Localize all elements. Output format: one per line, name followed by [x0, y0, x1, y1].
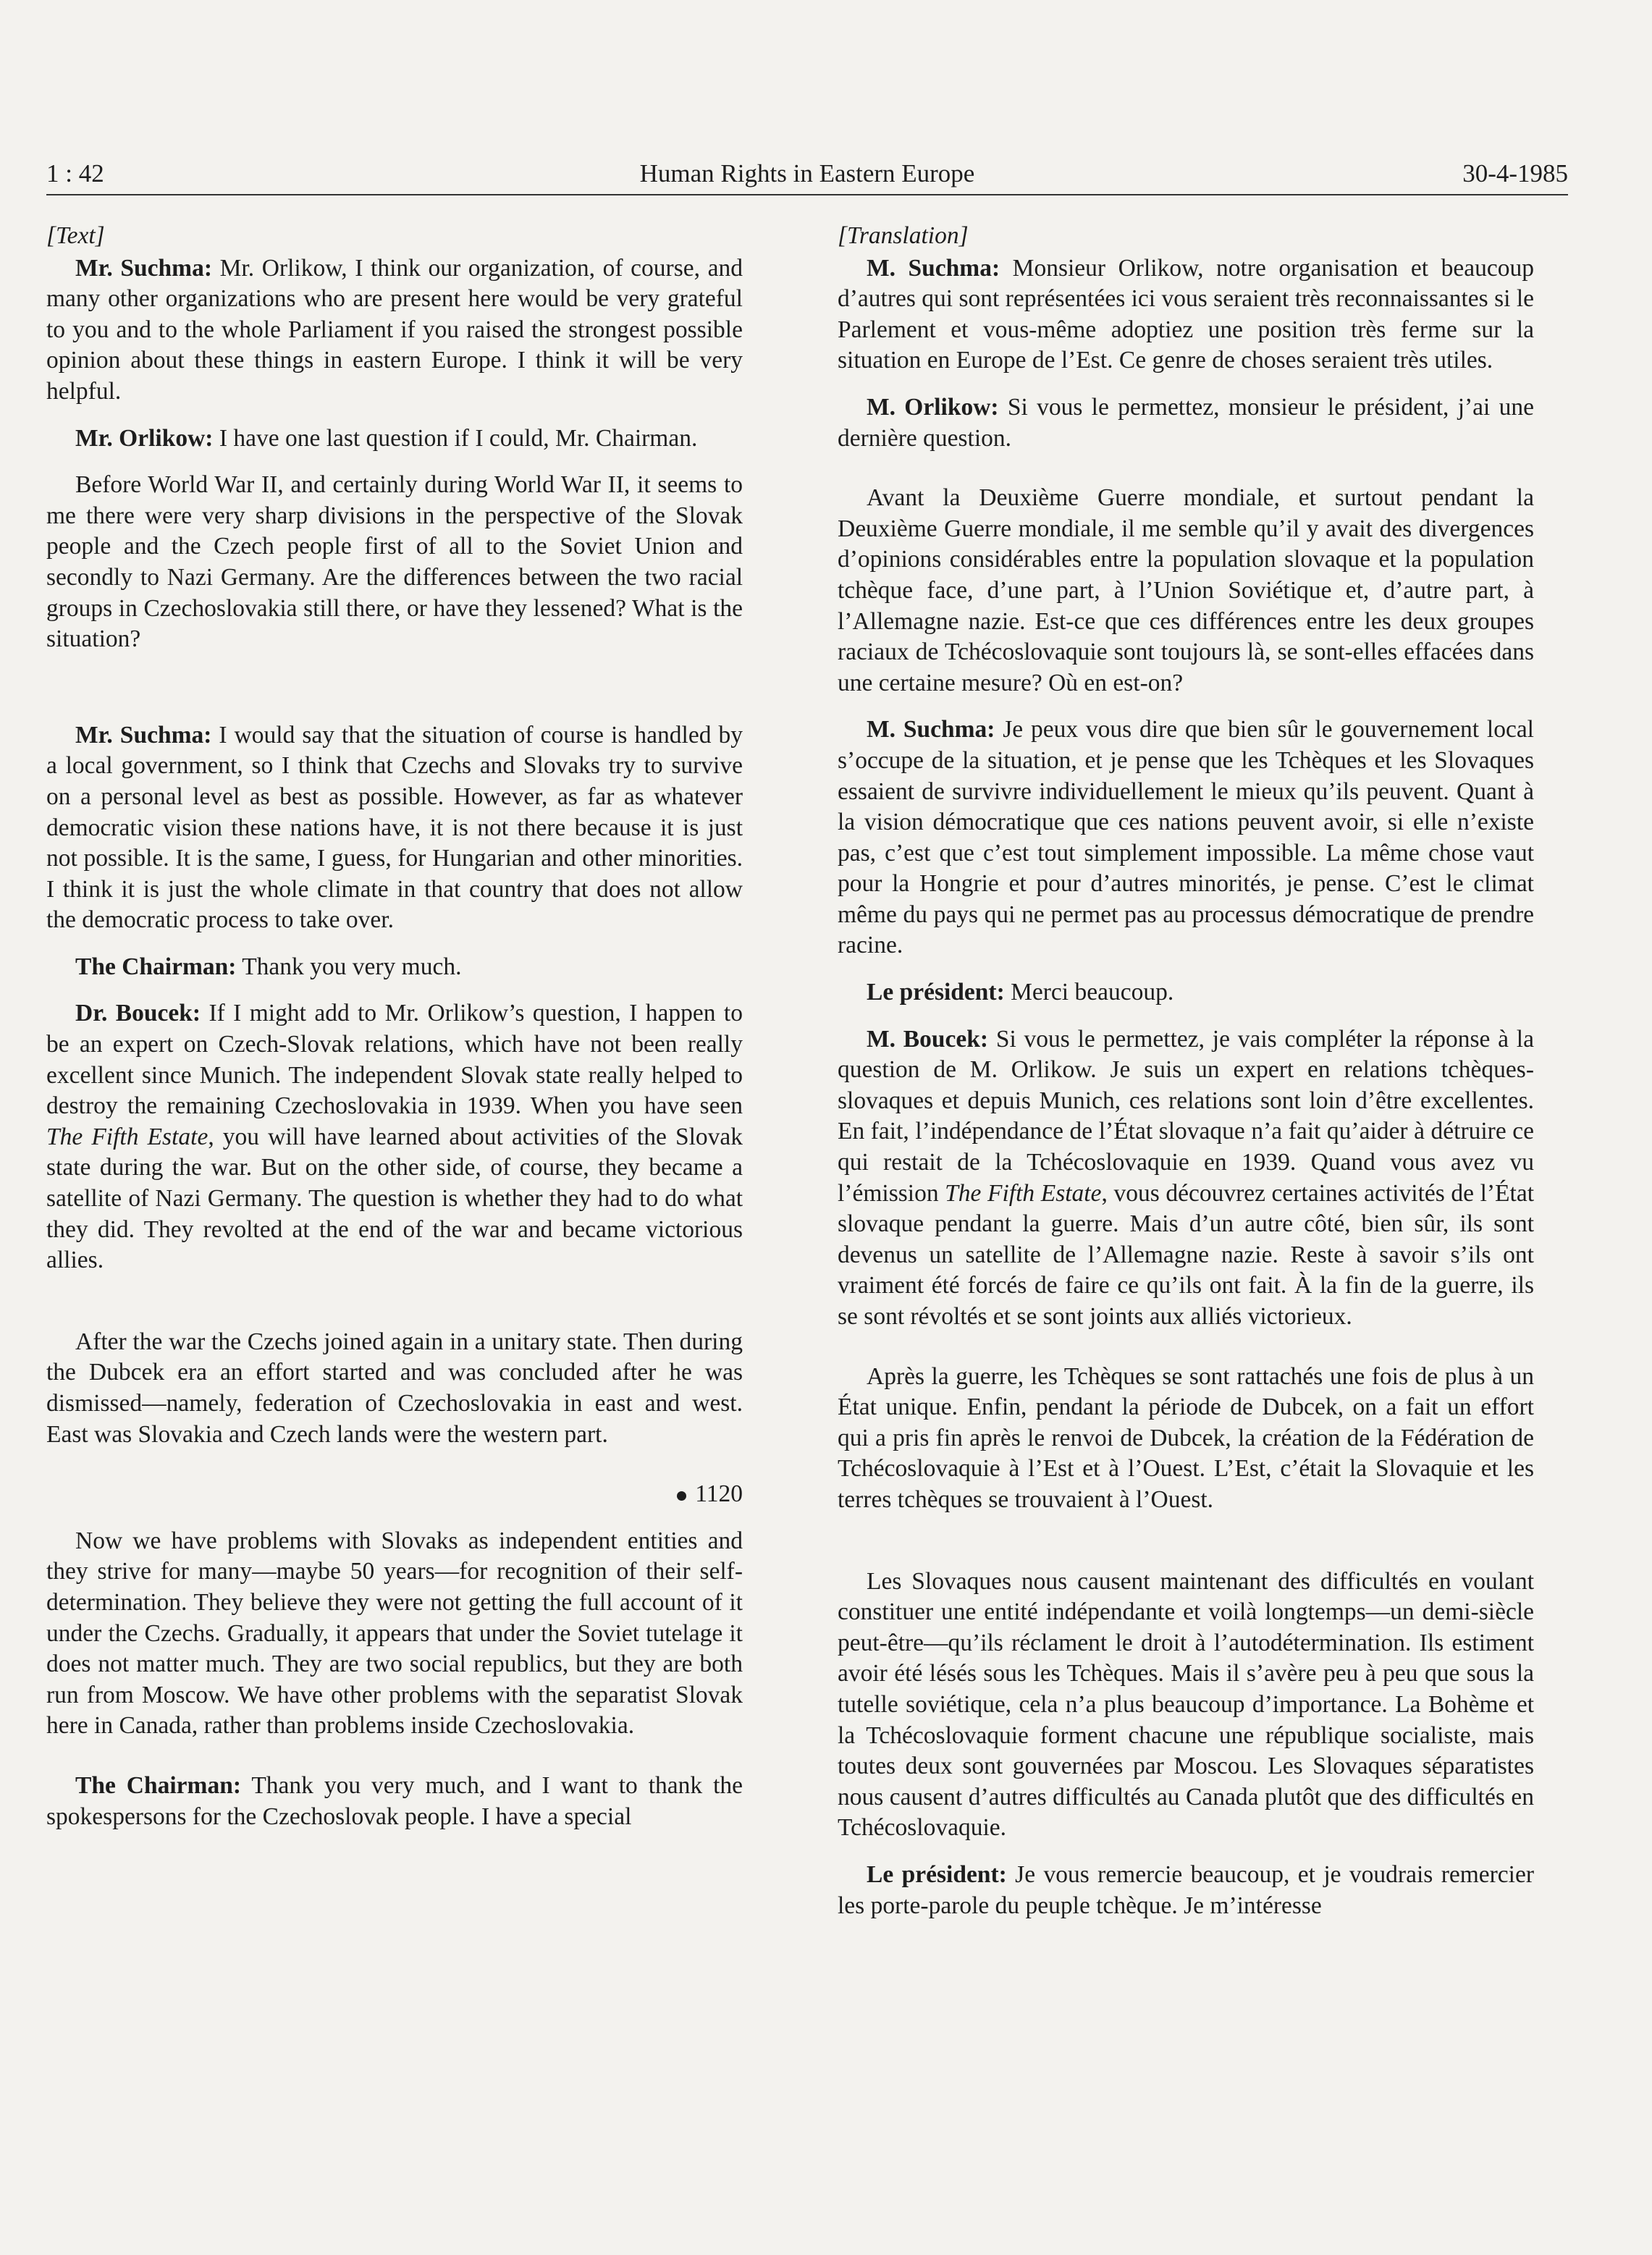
- paragraph: [46, 998, 743, 1276]
- paragraph-text: Before World War II, and certainly during World War II, it seems to me there were very sharp divisions in the perspective of the Slovak people and the Czech people first of all to the Soviet Union and secondly to Nazi Germany. Are the differences between the two racial groups in Czechoslovakia still there, or have they lessened? What is the situation?: [46, 471, 743, 653]
- page-date: 30-4-1985: [1462, 159, 1568, 187]
- paragraph-text: , you will have learned about activities of the Slovak state during the war. But on the other side, of course, they became a satellite of Nazi Germany. The question is whether they had to do what they did. They revolted at the end of the war and became victorious allies.: [46, 1123, 743, 1274]
- bullet-icon: [677, 1491, 686, 1501]
- paragraph: [838, 977, 1534, 1008]
- paragraph: [838, 1567, 1534, 1844]
- paragraph: [46, 470, 743, 655]
- page-header: [46, 155, 1568, 193]
- paragraph-text: Avant la Deuxième Guerre mondiale, et surtout pendant la Deuxième Guerre mondiale, il me semble qu’il y avait des divergences d’opinions considérables entre la population slovaque et la population tchèque face, d’une part, à l’Union Soviétique et, d’autre part, à l’Allemagne nazie. Est-ce que ces différences entre les deux groupes raciaux de Tchécoslovaquie sont toujours là, se sont-elles effacées dans une certaine mesure? Où en est-on?: [838, 484, 1534, 696]
- header-rule: [46, 194, 1568, 195]
- italic-title: The Fifth Estate: [945, 1179, 1102, 1207]
- time-marker: [46, 1479, 743, 1510]
- speaker-name: Mr. Suchma:: [75, 721, 212, 749]
- paragraph-text: Je vous remercie beaucoup, et je voudrais remercier les porte-parole du peuple tchèque. Je m’intéresse: [838, 1860, 1534, 1919]
- paragraph-text: I would say that the situation of course is handled by a local government, so I think that Czechs and Slovaks try to survive on a personal level as best as possible. However, as far as whatever democratic vision these nations have, it is not there because it is just not possible. It is the same, I guess, for Hungarian and other minorities. I think it is just the whole climate in that country that does not allow the democratic process to take over.: [46, 721, 743, 934]
- paragraph: [46, 952, 743, 983]
- speaker-name: M. Orlikow:: [867, 393, 999, 421]
- english-column: [46, 221, 743, 1832]
- italic-title: The Fifth Estate: [46, 1123, 208, 1150]
- speaker-name: Mr. Orlikow:: [75, 424, 214, 452]
- paragraph: [838, 1860, 1534, 1921]
- paragraph-text: Après la guerre, les Tchèques se sont rattachés une fois de plus à un État unique. Enfin, pendant la période de Dubcek, on a fait un effort qui a pris fin après le renvoi de Dubcek, la création de la Fédération de Tchécoslovaquie à l’Est et à l’Ouest. L’Est, c’était la Slovaquie et les terres tchèques se trouvaient à l’Ouest.: [838, 1362, 1534, 1513]
- speaker-name: M. Suchma:: [867, 254, 1000, 282]
- speaker-name: M. Suchma:: [867, 716, 995, 743]
- paragraph-text: If I might add to Mr. Orlikow’s question, I happen to be an expert on Czech-Slovak relations, which have not been really excellent since Munich. The independent Slovak state really helped to destroy the remaining Czechoslovakia in 1939. When you have seen: [46, 1000, 743, 1120]
- paragraph: [46, 1526, 743, 1742]
- speaker-name: M. Boucek:: [867, 1025, 989, 1053]
- column-tag: [Translation]: [838, 222, 969, 249]
- paragraph: [46, 1771, 743, 1832]
- paragraph-text: Je peux vous dire que bien sûr le gouvernement local s’occupe de la situation, et je pense que les Tchèques et les Slovaques essaient de survivre individuellement le mieux qu’ils peuvent. Quant à la vision démocratique que ces nations peuvent avoir, si elle n’existe pas, c’est que c’est tout simplement impossible. La même chose vaut pour la Hongrie et pour d’autres minorités, je pense. C’est le climat même du pays qui ne permet pas au processus démocratique de prendre racine.: [838, 716, 1534, 959]
- paragraph: [46, 1327, 743, 1450]
- paragraph-text: Thank you very much.: [236, 953, 462, 980]
- speaker-name: The Chairman:: [75, 953, 237, 980]
- french-column: [838, 221, 1534, 1921]
- paragraph-text: Si vous le permettez, je vais compléter la réponse à la question de M. Orlikow. Je suis un expert en relations tchèques-slovaques et depuis Munich, ces relations sont loin d’être excellentes. En fait, l’indépendance de l’État slovaque n’a fait qu’aider à détruire ce qui restait de la Tchécoslovaquie en 1939. Quand vous avez vu l’émission: [838, 1025, 1534, 1207]
- column-tag: [Text]: [46, 222, 105, 249]
- speaker-name: Dr. Boucek:: [75, 1000, 201, 1027]
- speaker-name: Le président:: [867, 1860, 1007, 1888]
- page-title: Human Rights in Eastern Europe: [639, 159, 975, 187]
- paragraph: [46, 423, 743, 455]
- speaker-name: Mr. Suchma:: [75, 254, 212, 282]
- paragraph-text: Mr. Orlikow, I think our organization, of course, and many other organizations who are present here would be very grateful to you and to the whole Parliament if you raised the strongest possible opinion about these things in eastern Europe. I think it will be very helpful.: [46, 254, 743, 405]
- paragraph: [46, 720, 743, 936]
- paragraph-text: Merci beaucoup.: [1004, 979, 1174, 1006]
- paragraph-text: Les Slovaques nous causent maintenant des difficultés en voulant constituer une entité indépendante et voilà longtemps—un demi-siècle peut-être—qu’ils réclament le droit à l’autodétermination. Ils estiment avoir été lésés sous les Tchèques. Mais il s’avère peu à peu que sous la tutelle soviétique, cela n’a plus beaucoup d’importance. La Bohème et la Tchécoslovaquie forment chacune une république socialiste, mais toutes deux sont gouvernées par Moscou. Les Slovaques séparatistes nous causent d’autres difficultés au Canada plutôt que des difficultés en Tchécoslovaquie.: [838, 1567, 1534, 1842]
- paragraph: [46, 253, 743, 408]
- paragraph-text: After the war the Czechs joined again in a unitary state. Then during the Dubcek era an effort started and was concluded after he was dismissed—namely, federation of Czechoslovakia in east and west. East was Slovakia and Czech lands were the western part.: [46, 1328, 743, 1448]
- speaker-name: Le président:: [867, 979, 1005, 1006]
- paragraph-text: Thank you very much, and I want to thank the spokespersons for the Czechoslovak people. I have a special: [46, 1771, 743, 1830]
- paragraph: [838, 253, 1534, 376]
- paragraph-text: Monsieur Orlikow, notre organisation et beaucoup d’autres qui sont représentées ici vous seraient très reconnaissantes si le Parlement et vous-même adoptiez une position très ferme sur la situation en Europe de l’Est. Ce genre de choses seraient très utiles.: [838, 254, 1535, 374]
- paragraph-text: Now we have problems with Slovaks as independent entities and they strive for many—maybe 50 years—for recognition of their self-determination. They believe they were not getting the full account of it under the Czechs. Gradually, it appears that under the Soviet tutelage it does not matter much. They are two social republics, but they are both run from Moscow. We have other problems with the separatist Slovak here in Canada, rather than problems inside Czechoslovakia.: [46, 1527, 743, 1740]
- paragraph-text: I have one last question if I could, Mr. Chairman.: [213, 424, 698, 452]
- time-marker-text: 1120: [695, 1480, 743, 1508]
- paragraph: [838, 392, 1534, 454]
- paragraph: [838, 483, 1534, 699]
- paragraph-text: Si vous le permettez, monsieur le président, j’ai une dernière question.: [838, 393, 1534, 452]
- paragraph: [838, 715, 1534, 961]
- paragraph-text: , vous découvrez certaines activités de l’État slovaque pendant la guerre. Mais d’un autre côté, bien sûr, ils sont devenus un satellite de l’Allemagne nazie. Reste à savoir s’ils ont vraiment été forcés de faire ce qu’ils ont fait. À la fin de la guerre, ils se sont révoltés et se sont joints aux alliés victorieux.: [838, 1179, 1535, 1330]
- speaker-name: The Chairman:: [75, 1771, 241, 1799]
- page-number: 1 : 42: [46, 159, 104, 187]
- paragraph: [838, 1362, 1534, 1516]
- paragraph: [838, 1024, 1534, 1333]
